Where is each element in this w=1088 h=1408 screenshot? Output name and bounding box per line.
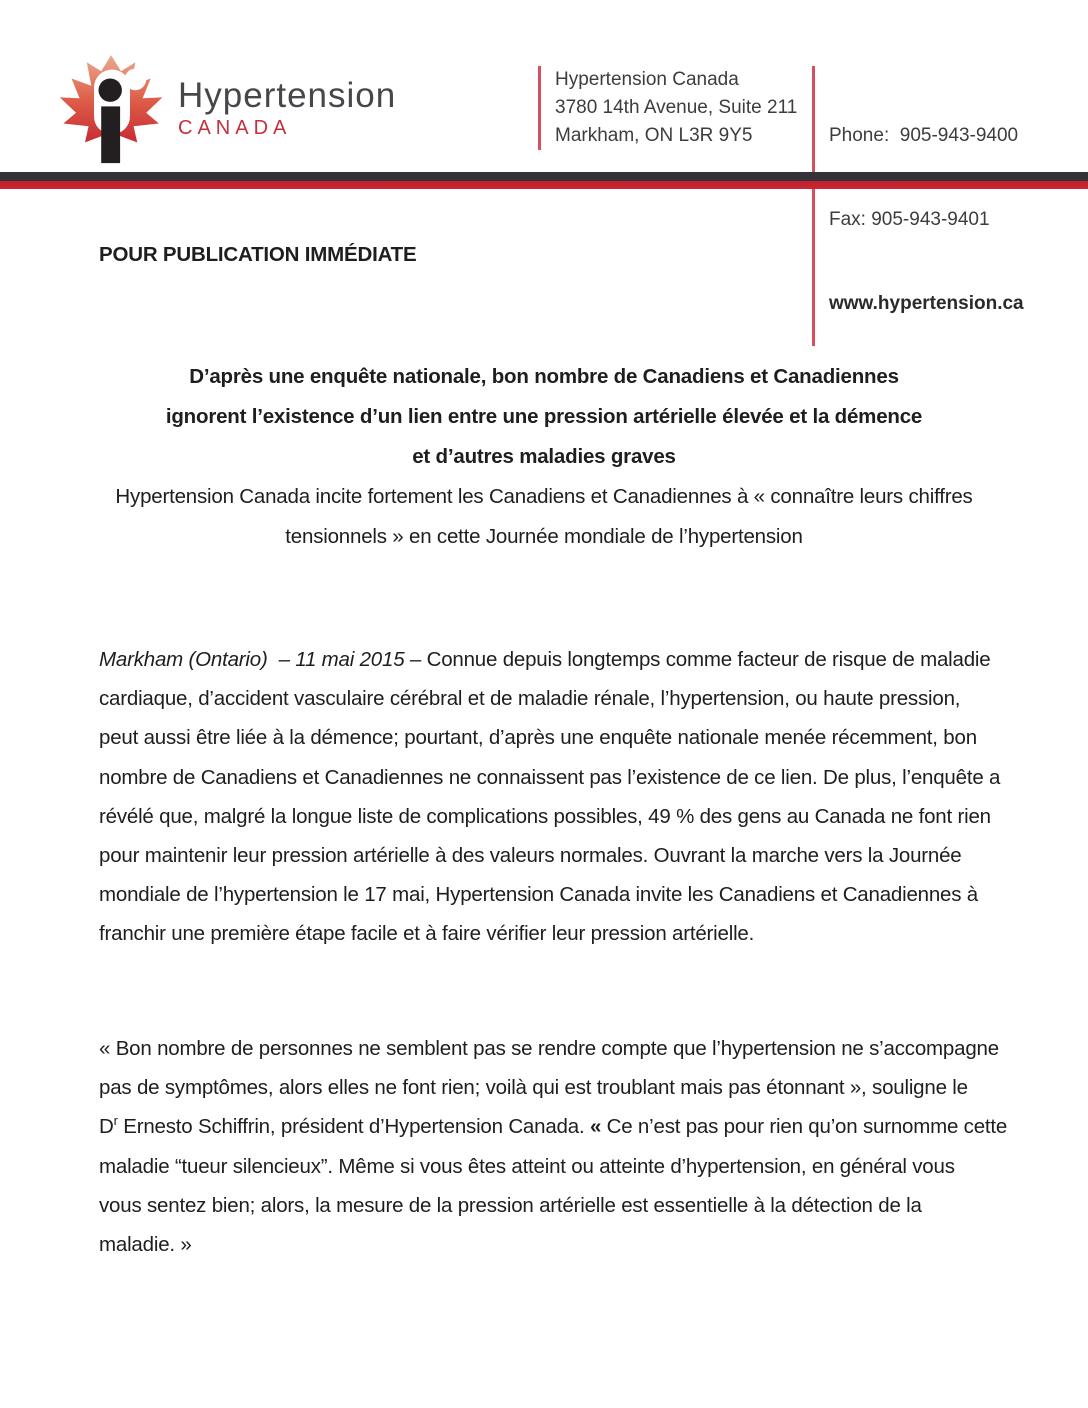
text-segment: Hypertension Canada [555,69,739,90]
brand-text [178,78,396,140]
text-segment: Ernesto Schiffrin, président d’Hypertension Canada. [117,1115,590,1139]
text-line [99,1147,1039,1186]
text-segment: Markham (Ontario) – 11 mai 2015 [99,648,410,671]
text-line [99,1107,1039,1146]
text-line [99,1029,1039,1068]
text-line [0,437,1088,477]
text-line [99,875,1039,914]
text-segment: et d’autres maladies graves [412,445,676,468]
text-line [99,718,1039,757]
text-line [555,94,797,122]
text-segment: r [113,1113,118,1129]
text-segment: « [589,1115,602,1139]
text-segment: D’après une enquête nationale, bon nombre de Canadiens et Canadiennes [189,365,899,388]
text-line [0,397,1088,437]
text-line [99,914,1039,953]
text-line [0,517,1088,557]
text-segment: D [99,1115,114,1139]
text-segment: vous sentez bien; alors, la mesure de la pression artérielle est essentielle à la détection de la [99,1193,922,1217]
text-segment: mondiale de l’hypertension le 17 mai, Hypertension Canada invite les Canadiens et Canadiennes à [99,883,979,907]
text-line [0,357,1088,397]
text-segment: ignorent l’existence d’un lien entre une pression artérielle élevée et la démence [165,405,923,428]
brand-country: CANADA [178,117,292,139]
website-url: www.hypertension.ca [829,293,1024,314]
text-line [99,797,1039,836]
body-paragraph-1 [99,640,1039,954]
text-line [99,1225,1039,1264]
text-segment: – Connue depuis longtemps comme facteur de risque de maladie [409,648,991,671]
text-segment: pour maintenir leur pression artérielle à des valeurs normales. Ouvrant la marche vers la Journée [99,844,962,868]
body-paragraph-2 [99,1029,1039,1264]
text-segment: tensionnels » en cette Journée mondiale de l’hypertension [285,525,803,548]
text-line [99,758,1039,797]
text-segment: Hypertension Canada incite fortement les Canadiens et Canadiennes à « connaître leurs chiffres [115,485,973,508]
text-line [99,1186,1039,1225]
text-segment: révélé que, malgré la longue liste de complications possibles, 49 % des gens au Canada ne font rien [99,804,991,828]
text-line [0,477,1088,517]
text-segment: pas de symptômes, alors elles ne font rien; voilà qui est troublant mais pas étonnant », souligne le [99,1076,968,1100]
brand-name: Hypertension [178,76,397,115]
text-segment: maladie. » [99,1233,192,1257]
header-divider-dark-stripe [0,172,1088,181]
text-line [99,836,1039,875]
release-label: POUR PUBLICATION IMMÉDIATE [99,243,417,266]
maple-leaf-logo-icon [58,52,166,168]
text-segment: Markham, ON L3R 9Y5 [555,125,753,146]
press-release-subheadline [0,477,1088,557]
press-release-headline [0,357,1088,477]
text-line [555,122,797,150]
text-segment: maladie “tueur silencieux”. Même si vous êtes atteint ou atteinte d’hypertension, en général vous [99,1154,955,1178]
text-segment: 3780 14th Avenue, Suite 211 [555,97,798,118]
fax-number: Fax: 905-943-9401 [829,209,990,230]
text-segment: « Bon nombre de personnes ne semblent pas se rendre compte que l’hypertension ne s’accompagne [99,1037,999,1060]
text-segment: cardiaque, d’accident vasculaire cérébral et de maladie rénale, l’hypertension, ou haute pression, [99,687,961,711]
phone-number: Phone: 905-943-9400 [829,125,1019,146]
text-line [555,66,797,94]
text-segment: nombre de Canadiens et Canadiennes ne connaissent pas l’existence de ce lien. De plus, l’enquête a [99,765,1001,789]
text-line [99,640,1039,679]
header-divider [0,172,1088,189]
company-address [538,66,797,150]
text-segment: franchir une première étape facile et à faire vérifier leur pression artérielle. [99,922,755,946]
hypertension-canada-logo [58,52,396,168]
header-divider-red-stripe [0,181,1088,189]
company-contact [812,66,1024,346]
text-segment: peut aussi être liée à la démence; pourtant, d’après une enquête nationale menée récemment, bon [99,726,977,750]
text-line [99,1068,1039,1107]
text-line [99,679,1039,718]
text-segment: Ce n’est pas pour rien qu’on surnomme cette [601,1115,1008,1139]
